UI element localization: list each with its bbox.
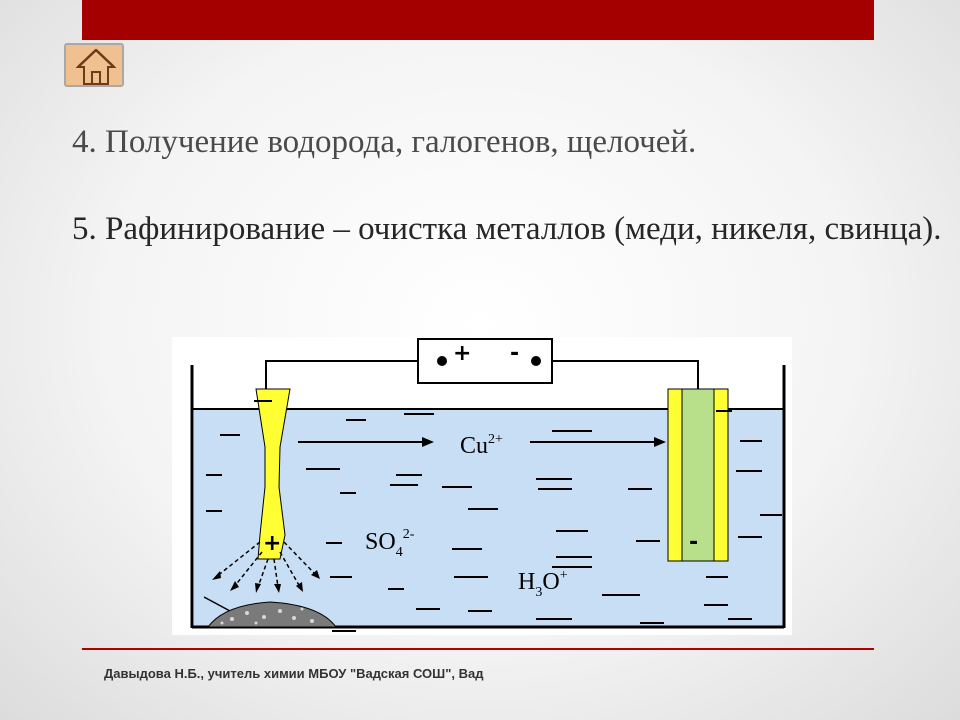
power-plus-label: +: [453, 341, 472, 366]
home-button[interactable]: [64, 43, 124, 87]
terminal-negative: [531, 356, 541, 366]
top-accent-bar: [82, 0, 874, 40]
home-icon: [66, 45, 126, 89]
ion-label-cu: $Cu^{2+}$: [460, 432, 503, 459]
cathode-sign: -: [689, 530, 699, 555]
item-refining: 5. Рафинирование – очистка металлов (меди, никеля, свинца).: [72, 211, 942, 247]
ion-label-h3o: $H_3O^+$: [518, 568, 568, 600]
anode-sign: +: [263, 531, 282, 556]
item-hydrogen-halogens-alkali: 4. Получение водорода, галогенов, щелочей.: [72, 124, 697, 160]
footer-rule: [82, 648, 874, 650]
wire-cathode: [552, 361, 698, 389]
electrolysis-cell: [172, 337, 792, 635]
wire-anode: [266, 361, 418, 391]
ion-label-so4: $SO_4^{2-}$: [365, 527, 415, 560]
electrolysis-diagram: [172, 337, 792, 635]
terminal-positive: [437, 356, 447, 366]
author-footer: Давыдова Н.Б., учитель химии МБОУ "Вадская СОШ", Вад: [104, 666, 484, 681]
power-minus-label: -: [510, 341, 520, 366]
